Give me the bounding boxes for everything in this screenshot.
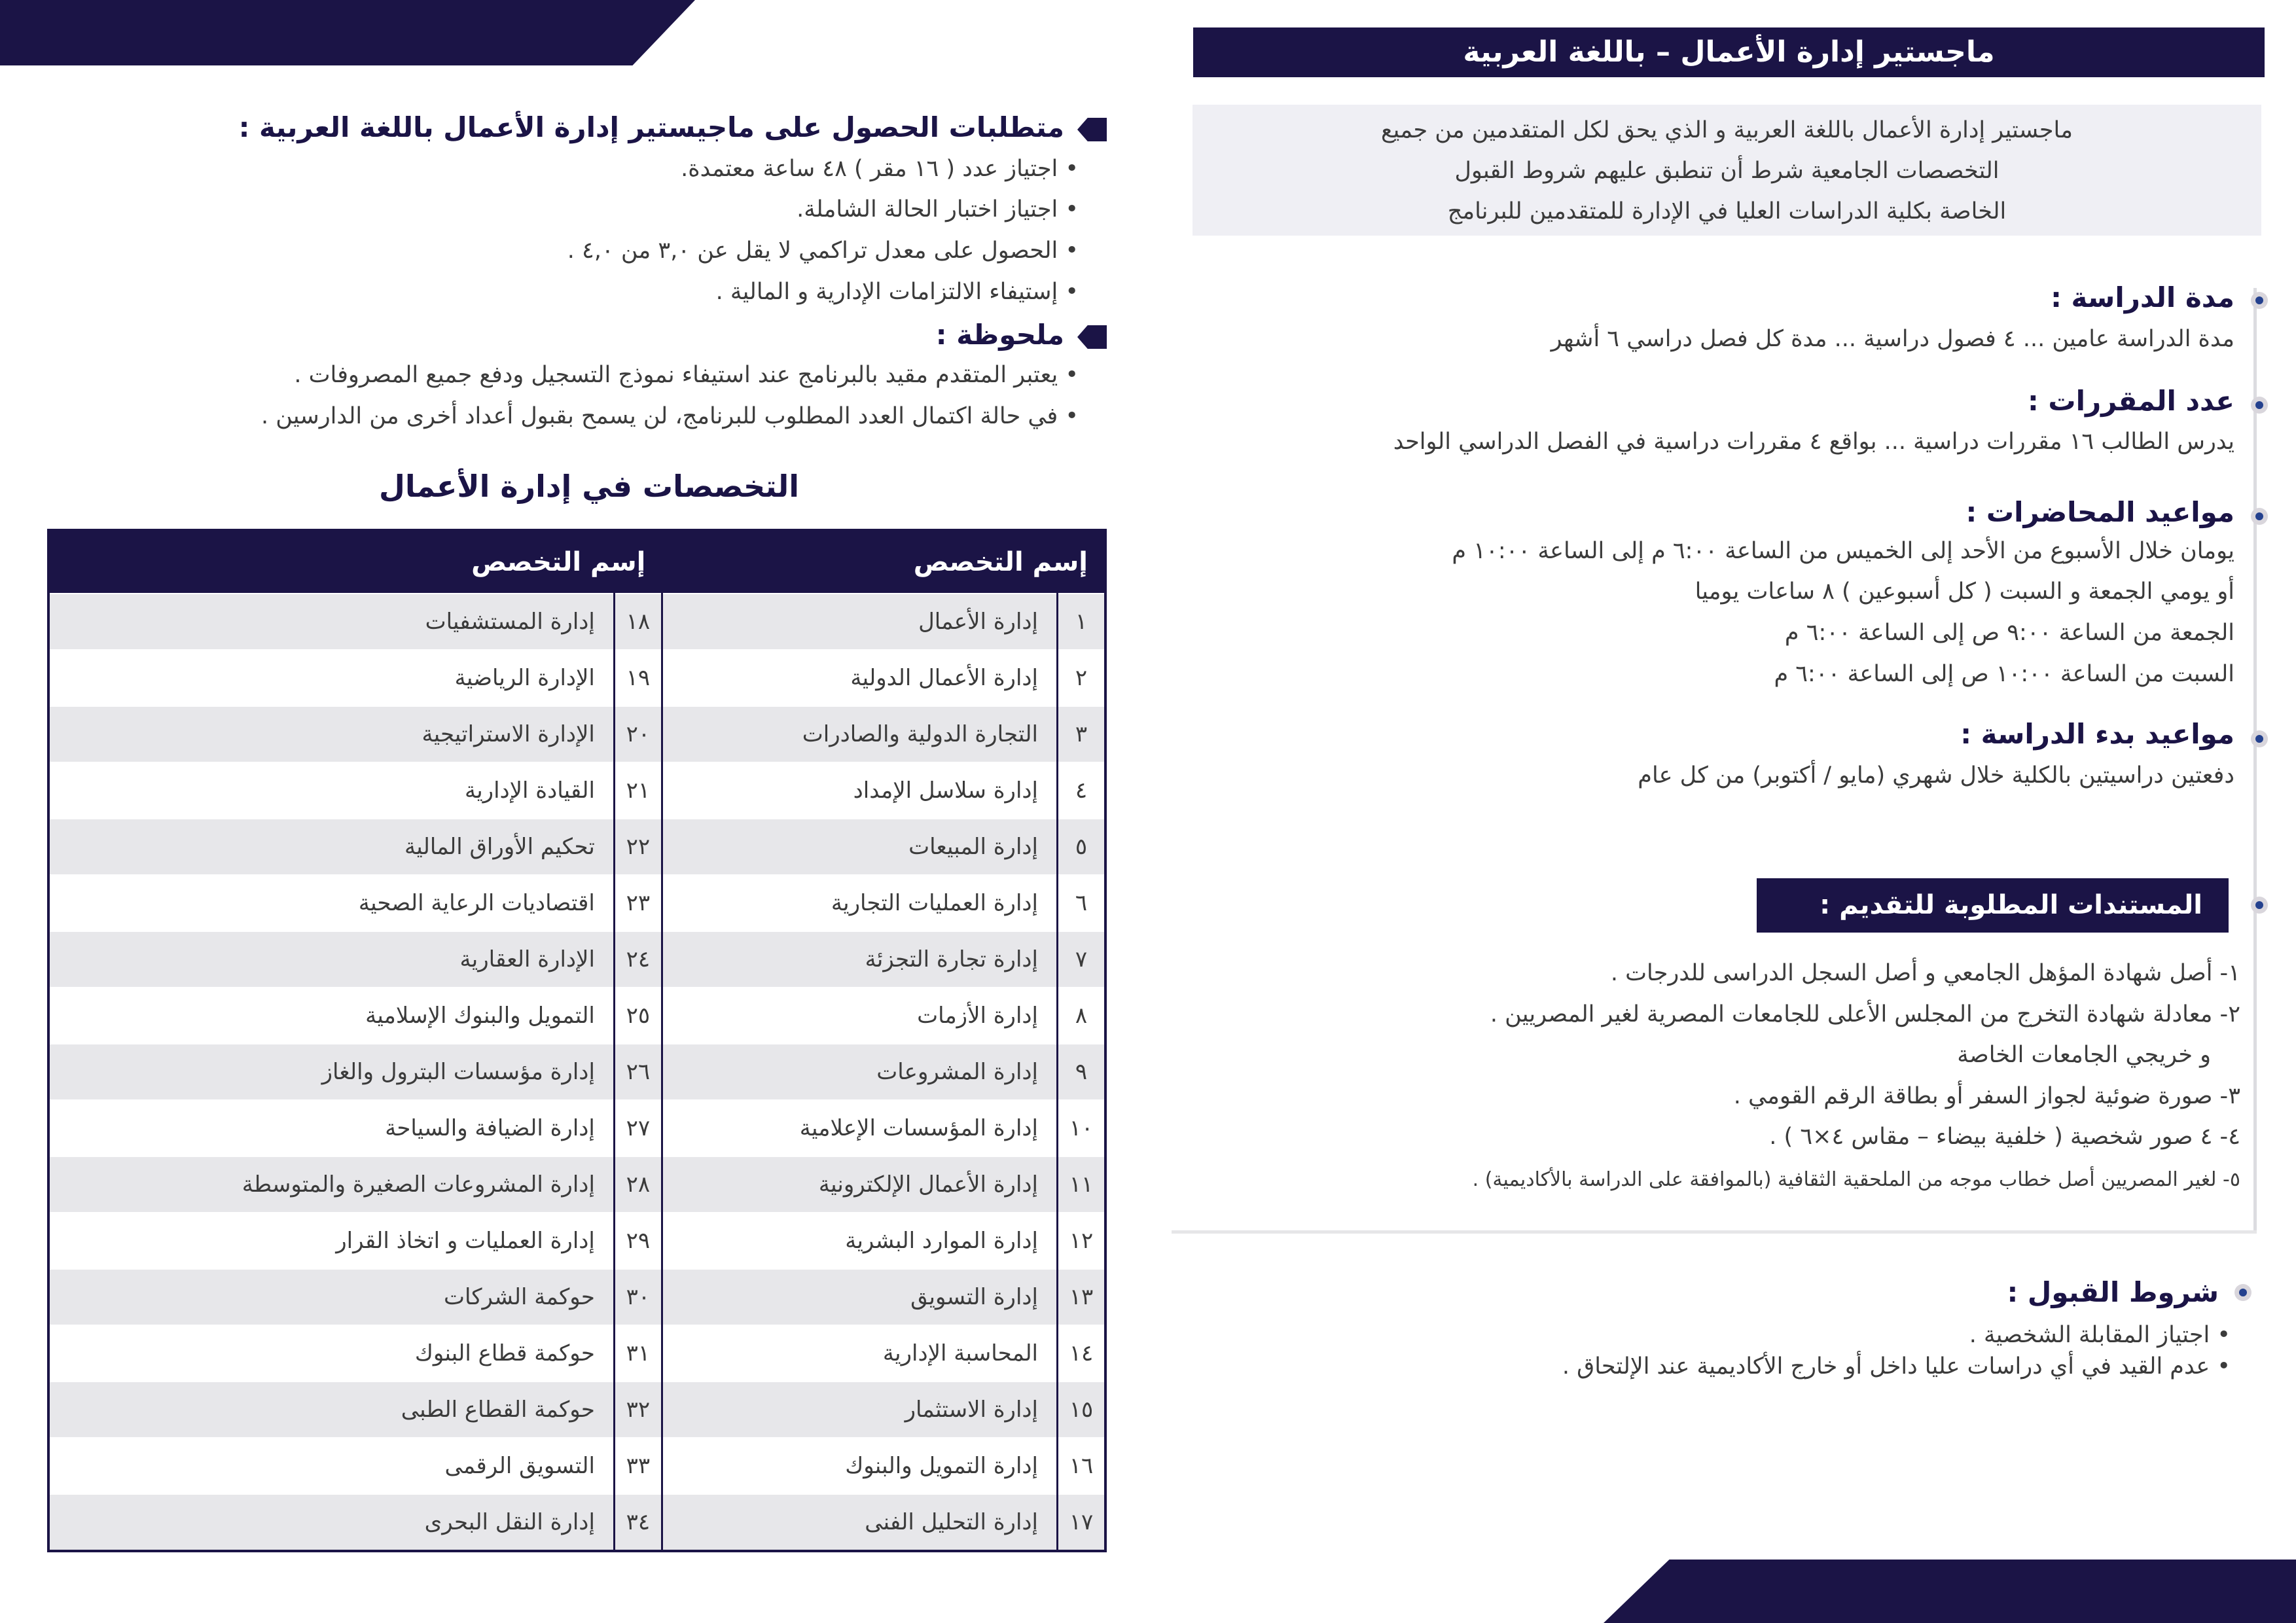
- row-number: ٣: [1058, 706, 1106, 762]
- bullet-dot-icon: [2251, 508, 2268, 525]
- specialization-name: إدارة الأعمال: [662, 594, 1057, 650]
- specializations-table: [47, 529, 1107, 1552]
- document-item: ٢- معادلة شهادة التخرج من المجلس الأعلى للجامعات المصرية لغير المصريين .: [1490, 1001, 2240, 1027]
- row-number: ١٤: [1058, 1325, 1106, 1382]
- specialization-name: إدارة التمويل والبنوك: [662, 1438, 1057, 1494]
- row-number: ١٢: [1058, 1213, 1106, 1269]
- courses-text: يدرس الطالب ١٦ مقررات دراسية ... بواقع ٤ مقررات دراسية في الفصل الدراسي الواحد: [1393, 429, 2234, 455]
- specialization-name: إدارة الموارد البشرية: [662, 1213, 1057, 1269]
- row-number: ٢٣: [614, 875, 662, 931]
- row-number: ٢٠: [614, 706, 662, 762]
- table-row: [48, 875, 1105, 931]
- row-number: ١١: [1058, 1156, 1106, 1213]
- specialization-name: الإدارة الاستراتيجية: [48, 706, 614, 762]
- table-row: [48, 706, 1105, 762]
- specialization-name: إدارة المستشفيات: [48, 594, 614, 650]
- specialization-name: إدارة النقل البحرى: [48, 1494, 614, 1551]
- table-header-row: [48, 530, 1105, 594]
- section-marker-icon: [1077, 118, 1107, 141]
- row-number: ٣١: [614, 1325, 662, 1382]
- table-row: [48, 650, 1105, 706]
- bullet-dot-icon: [2251, 292, 2268, 309]
- row-number: ٢٢: [614, 819, 662, 875]
- row-number: ٤: [1058, 762, 1106, 819]
- specialization-name: التمويل والبنوك الإسلامية: [48, 988, 614, 1044]
- specialization-name: إدارة الأعمال الإلكترونية: [662, 1156, 1057, 1213]
- note-item: • يعتبر المتقدم مقيد بالبرنامج عند استيفاء نموذج التسجيل ودفع جميع المصروفات .: [294, 362, 1079, 388]
- duration-heading: مدة الدراسة :: [2051, 281, 2234, 313]
- specialization-name: حوكمة الشركات: [48, 1269, 614, 1325]
- column-header: إسم التخصص: [662, 530, 1105, 594]
- table-title: التخصصات في إدارة الأعمال: [378, 469, 800, 504]
- row-number: ٢١: [614, 762, 662, 819]
- row-number: ٧: [1058, 931, 1106, 988]
- specialization-name: إدارة التحليل الفنى: [662, 1494, 1057, 1551]
- document-item: ٤- ٤ صور شخصية ( خلفية بيضاء – مقاس ٤×٦ ) .: [1769, 1124, 2240, 1150]
- duration-text: مدة الدراسة عامين ... ٤ فصول دراسية ... مدة كل فصل دراسي ٦ أشهر: [1551, 326, 2234, 352]
- bottom-right-banner: [1604, 1560, 2296, 1623]
- specialization-name: حوكمة قطاع البنوك: [48, 1325, 614, 1382]
- lectures-heading: مواعيد المحاضرات :: [1965, 496, 2234, 528]
- specialization-name: إدارة تجارة التجزئة: [662, 931, 1057, 988]
- table-row: [48, 1382, 1105, 1438]
- lectures-line: السبت من الساعة ١٠:٠٠ ص إلى الساعة ٦:٠٠ م: [1774, 661, 2234, 687]
- specialization-name: إدارة الأزمات: [662, 988, 1057, 1044]
- lectures-line: يومان خلال الأسبوع من الأحد إلى الخميس من الساعة ٦:٠٠ م إلى الساعة ١٠:٠٠ م: [1452, 538, 2234, 564]
- specialization-name: القيادة الإدارية: [48, 762, 614, 819]
- row-number: ١٥: [1058, 1382, 1106, 1438]
- row-number: ٢٧: [614, 1100, 662, 1156]
- row-number: ٣٤: [614, 1494, 662, 1551]
- specialization-name: الإدارة الرياضية: [48, 650, 614, 706]
- specialization-name: التسويق الرقمى: [48, 1438, 614, 1494]
- note-heading: ملحوظة :: [935, 319, 1064, 351]
- bullet-dot-icon: [2251, 897, 2268, 914]
- intro-box: [1193, 105, 2261, 236]
- row-number: ٢٩: [614, 1213, 662, 1269]
- document-item: ٣- صورة ضوئية لجواز السفر أو بطاقة الرقم القومي .: [1733, 1083, 2240, 1109]
- row-number: ٢٨: [614, 1156, 662, 1213]
- specialization-name: إدارة المشروعات الصغيرة والمتوسطة: [48, 1156, 614, 1213]
- intro-line: التخصصات الجامعية شرط أن تنطبق عليهم شروط القبول: [1454, 158, 2000, 184]
- table-row: [48, 1100, 1105, 1156]
- section-marker-icon: [1077, 325, 1107, 349]
- requirement-item: • إستيفاء الالتزامات الإدارية و المالية .: [715, 279, 1079, 305]
- start-text: دفعتين دراسيتين بالكلية خلال شهري (مايو / أكتوبر) من كل عام: [1638, 762, 2234, 789]
- page-title: ماجستير إدارة الأعمال – باللغة العربية: [1193, 27, 2265, 77]
- timeline-line: [2253, 288, 2257, 1234]
- specialization-name: الإدارة العقارية: [48, 931, 614, 988]
- start-heading: مواعيد بدء الدراسة :: [1960, 718, 2234, 750]
- table-row: [48, 762, 1105, 819]
- requirement-item: • الحصول على معدل تراكمي لا يقل عن ٣,٠ من ٤,٠ .: [567, 238, 1079, 264]
- specialization-name: إدارة الضيافة والسياحة: [48, 1100, 614, 1156]
- row-number: ١٩: [614, 650, 662, 706]
- acceptance-heading: شروط القبول :: [2007, 1276, 2219, 1308]
- specialization-name: إدارة المؤسسات الإعلامية: [662, 1100, 1057, 1156]
- row-number: ٢٥: [614, 988, 662, 1044]
- row-number: ١٧: [1058, 1494, 1106, 1551]
- acceptance-item: • عدم القيد في أي دراسات عليا داخل أو خارج الأكاديمية عند الإلتحاق .: [1562, 1353, 2231, 1380]
- bullet-dot-icon: [2234, 1284, 2251, 1301]
- row-number: ٣٢: [614, 1382, 662, 1438]
- intro-line: الخاصة بكلية الدراسات العليا في الإدارة للمتقدمين للبرنامج: [1447, 198, 2007, 224]
- specialization-name: إدارة مؤسسات البترول والغاز: [48, 1044, 614, 1100]
- specialization-name: إدارة التسويق: [662, 1269, 1057, 1325]
- requirements-heading: متطلبات الحصول على ماجيستير إدارة الأعمال باللغة العربية :: [238, 111, 1064, 143]
- table-row: [48, 1213, 1105, 1269]
- bullet-dot-icon: [2251, 397, 2268, 414]
- specialization-name: إدارة سلاسل الإمداد: [662, 762, 1057, 819]
- document-item: ٥- لغير المصريين أصل خطاب موجه من الملحقية الثقافية (بالموافقة على الدراسة بالأكاديمية) .: [1472, 1168, 2240, 1191]
- specialization-name: اقتصاديات الرعاية الصحية: [48, 875, 614, 931]
- row-number: ١٨: [614, 594, 662, 650]
- row-number: ٣٠: [614, 1269, 662, 1325]
- row-number: ٩: [1058, 1044, 1106, 1100]
- row-number: ١٦: [1058, 1438, 1106, 1494]
- acceptance-item: • اجتياز المقابلة الشخصية .: [1969, 1322, 2231, 1348]
- lectures-line: الجمعة من الساعة ٩:٠٠ ص إلى الساعة ٦:٠٠ م: [1784, 620, 2234, 646]
- specialization-name: تحكيم الأوراق المالية: [48, 819, 614, 875]
- row-number: ٢٦: [614, 1044, 662, 1100]
- table-row: [48, 988, 1105, 1044]
- requirement-item: • اجتياز عدد ( ١٦ مقر ) ٤٨ ساعة معتمدة.: [681, 156, 1079, 182]
- note-item: • في حالة اكتمال العدد المطلوب للبرنامج، لن يسمح بقبول أعداد أخرى من الدارسين .: [260, 403, 1079, 429]
- column-header: إسم التخصص: [48, 530, 662, 594]
- table-row: [48, 1438, 1105, 1494]
- row-number: ٨: [1058, 988, 1106, 1044]
- row-number: ١٣: [1058, 1269, 1106, 1325]
- specialization-name: إدارة المشروعات: [662, 1044, 1057, 1100]
- table-row: [48, 1494, 1105, 1551]
- specialization-name: حوكمة القطاع الطبى: [48, 1382, 614, 1438]
- table-row: [48, 594, 1105, 650]
- table-row: [48, 1156, 1105, 1213]
- divider: [1172, 1230, 2257, 1234]
- table-row: [48, 1269, 1105, 1325]
- document-item: ١- أصل شهادة المؤهل الجامعي و أصل السجل الدراسى للدرجات .: [1610, 960, 2240, 986]
- specialization-name: إدارة العمليات التجارية: [662, 875, 1057, 931]
- lectures-line: أو يومي الجمعة و السبت ( كل أسبوعين ) ٨ ساعات يوميا: [1695, 579, 2234, 605]
- specialization-name: المحاسبة الإدارية: [662, 1325, 1057, 1382]
- bullet-dot-icon: [2251, 730, 2268, 747]
- specialization-name: إدارة المبيعات: [662, 819, 1057, 875]
- top-left-banner: [0, 0, 695, 65]
- row-number: ٢: [1058, 650, 1106, 706]
- intro-line: ماجستير إدارة الأعمال باللغة العربية و الذي يحق لكل المتقدمين من جميع: [1381, 117, 2073, 143]
- row-number: ١٠: [1058, 1100, 1106, 1156]
- specialization-name: إدارة العمليات و اتخاذ القرار: [48, 1213, 614, 1269]
- row-number: ٣٣: [614, 1438, 662, 1494]
- table-row: [48, 1325, 1105, 1382]
- specialization-name: التجارة الدولية والصادرات: [662, 706, 1057, 762]
- row-number: ١: [1058, 594, 1106, 650]
- specialization-name: إدارة الاستثمار: [662, 1382, 1057, 1438]
- document-item: و خريجي الجامعات الخاصة: [1957, 1042, 2211, 1068]
- requirement-item: • اجتياز اختبار الحالة الشاملة.: [797, 196, 1079, 223]
- row-number: ٥: [1058, 819, 1106, 875]
- row-number: ٦: [1058, 875, 1106, 931]
- row-number: ٢٤: [614, 931, 662, 988]
- courses-heading: عدد المقررات :: [2027, 385, 2234, 417]
- table-row: [48, 819, 1105, 875]
- table-row: [48, 931, 1105, 988]
- documents-heading: المستندات المطلوبة للتقديم :: [1757, 878, 2229, 933]
- specialization-name: إدارة الأعمال الدولية: [662, 650, 1057, 706]
- table-row: [48, 1044, 1105, 1100]
